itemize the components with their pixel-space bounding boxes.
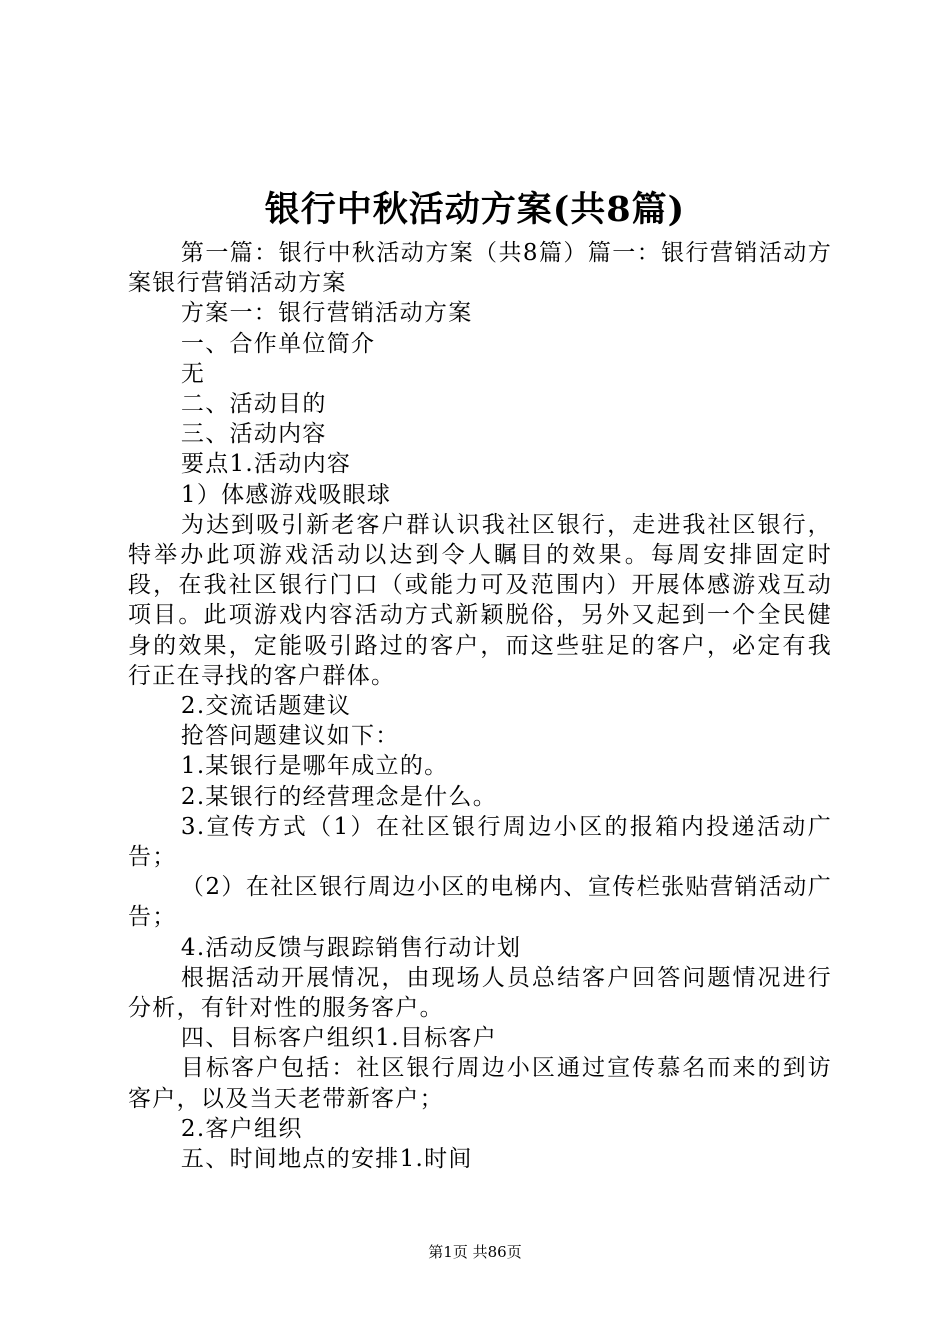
paragraph: 为达到吸引新老客户群认识我社区银行，走进我社区银行，特举办此项游戏活动以达到令人瞩目的效果。每周安排固定时段，在我社区银行门口（或能力可及范围内）开展体感游戏互动项目。此项游戏内容活动方式新颖脱俗，另外又起到一个全民健身的效果，定能吸引路过的客户，而这些驻足的客户，必定有我行正在寻找的客户群体。 [128,511,832,689]
section-heading: 四、目标客户组织1.目标客户 [180,1025,498,1052]
section-heading: 三、活动内容 [180,421,327,448]
document-body [128,238,832,1174]
section-heading: 五、时间地点的安排1.时间 [180,1146,473,1173]
document-title: 银行中秋活动方案(共8篇) [264,189,686,230]
paragraph: 目标客户包括：社区银行周边小区通过宣传慕名而来的到访客户，以及当天老带新客户； [128,1055,832,1112]
paragraph: 第一篇：银行中秋活动方案（共8篇）篇一：银行营销活动方案银行营销活动方案 [128,240,832,297]
paragraph: 2.交流话题建议 [180,693,352,720]
paragraph: 抢答问题建议如下： [180,723,400,750]
paragraph: 方案一：银行营销活动方案 [180,300,473,327]
paragraph: 2.客户组织 [180,1115,303,1142]
page-footer: 第1页 共86页 [428,1243,522,1261]
section-heading: 一、合作单位简介 [180,330,376,357]
paragraph: 1）体感游戏吸眼球 [180,481,392,508]
list-item: 1.某银行是哪年成立的。 [180,753,449,780]
section-heading: 二、活动目的 [180,391,327,418]
paragraph: 3.宣传方式（1）在社区银行周边小区的报箱内投递活动广告； [128,813,832,871]
paragraph: 无 [180,360,206,387]
paragraph: 4.活动反馈与跟踪销售行动计划 [180,934,522,961]
list-item: 2.某银行的经营理念是什么。 [180,783,498,810]
paragraph: （2）在社区银行周边小区的电梯内、宣传栏张贴营销活动广告； [128,874,832,931]
paragraph: 根据活动开展情况，由现场人员总结客户回答问题情况进行分析，有针对性的服务客户。 [128,964,832,1022]
paragraph: 要点1.活动内容 [180,451,352,478]
